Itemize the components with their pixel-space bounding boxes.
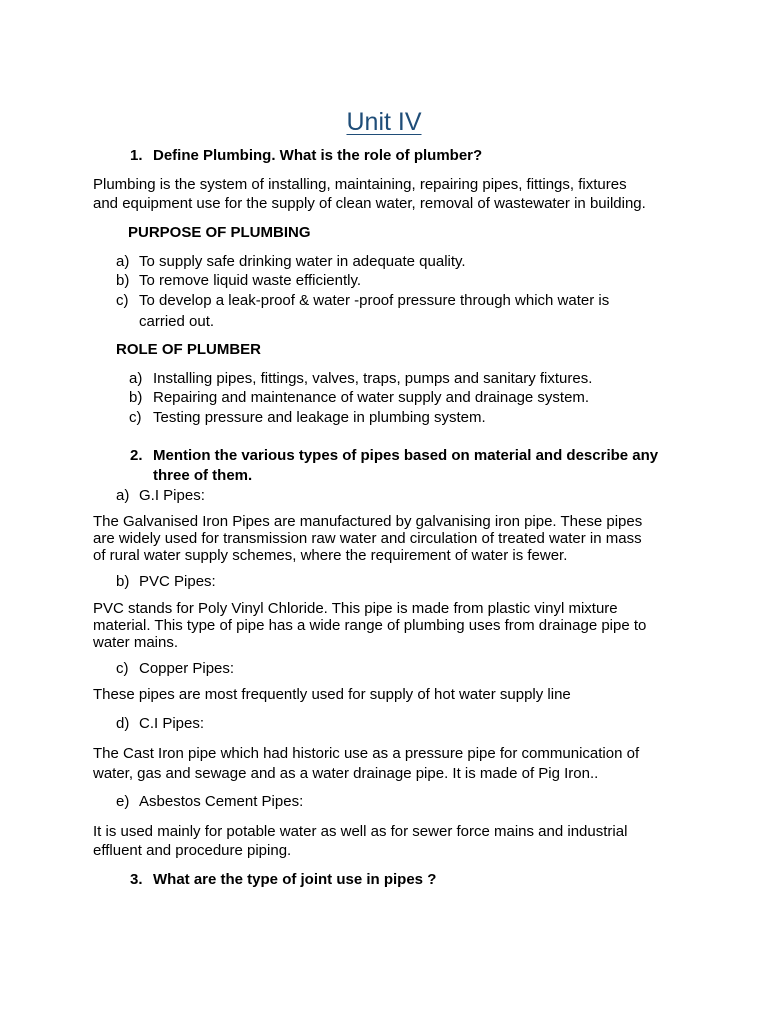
pipe-type-label: Asbestos Cement Pipes: [139,793,304,810]
list-marker: c) [129,409,142,426]
section-heading-purpose: PURPOSE OF PLUMBING [128,224,311,241]
paragraph-line: Plumbing is the system of installing, maintaining, repairing pipes, fittings, fixtures [93,176,627,193]
paragraph-line: material. This type of pipe has a wide range of plumbing uses from drainage pipe to [93,617,647,634]
paragraph-line: are widely used for transmission raw water and circulation of treated water in mass [93,530,642,547]
list-marker: b) [129,389,143,406]
list-item: Repairing and maintenance of water supply and drainage system. [153,389,590,406]
list-marker: a) [129,370,143,387]
list-item-continuation: carried out. [139,313,215,330]
list-item: To remove liquid waste efficiently. [139,272,362,289]
list-marker: e) [116,793,130,810]
pipe-type-label: C.I Pipes: [139,715,205,732]
paragraph-line: The Cast Iron pipe which had historic use as a pressure pipe for communication of [93,745,640,762]
paragraph-line: water mains. [93,634,179,651]
paragraph-line: It is used mainly for potable water as well as for sewer force mains and industrial [93,823,628,840]
list-item: Testing pressure and leakage in plumbing system. [153,409,486,426]
pipe-type-label: Copper Pipes: [139,660,235,677]
paragraph-line: of rural water supply schemes, where the requirement of water is fewer. [93,547,568,564]
list-marker: a) [116,487,130,504]
list-marker: b) [116,272,130,289]
question-text-continuation: three of them. [153,467,253,484]
list-marker: d) [116,715,130,732]
list-item: Installing pipes, fittings, valves, traps, pumps and sanitary fixtures. [153,370,593,387]
list-item: To supply safe drinking water in adequate quality. [139,253,466,270]
question-number: 2. [130,447,143,464]
paragraph-line: PVC stands for Poly Vinyl Chloride. This pipe is made from plastic vinyl mixture [93,600,618,617]
paragraph-line: effluent and procedure piping. [93,842,292,859]
paragraph-line: The Galvanised Iron Pipes are manufactured by galvanising iron pipe. These pipes [93,513,643,530]
list-marker: a) [116,253,130,270]
page-title: Unit IV [346,108,422,136]
pipe-type-label: PVC Pipes: [139,573,216,590]
question-number: 1. [130,147,143,164]
pipe-type-label: G.I Pipes: [139,487,205,504]
question-text: Define Plumbing. What is the role of plumber? [153,147,483,164]
question-text: Mention the various types of pipes based on material and describe any [153,447,659,464]
list-marker: c) [116,292,129,309]
question-text: What are the type of joint use in pipes ? [153,871,437,888]
list-marker: c) [116,660,129,677]
paragraph-line: water, gas and sewage and as a water drainage pipe. It is made of Pig Iron.. [93,765,599,782]
paragraph-line: and equipment use for the supply of clean water, removal of wastewater in building. [93,195,646,212]
list-item: To develop a leak-proof & water -proof pressure through which water is [139,292,610,309]
question-number: 3. [130,871,143,888]
list-marker: b) [116,573,130,590]
section-heading-role: ROLE OF PLUMBER [116,341,261,358]
paragraph-line: These pipes are most frequently used for supply of hot water supply line [93,686,571,703]
